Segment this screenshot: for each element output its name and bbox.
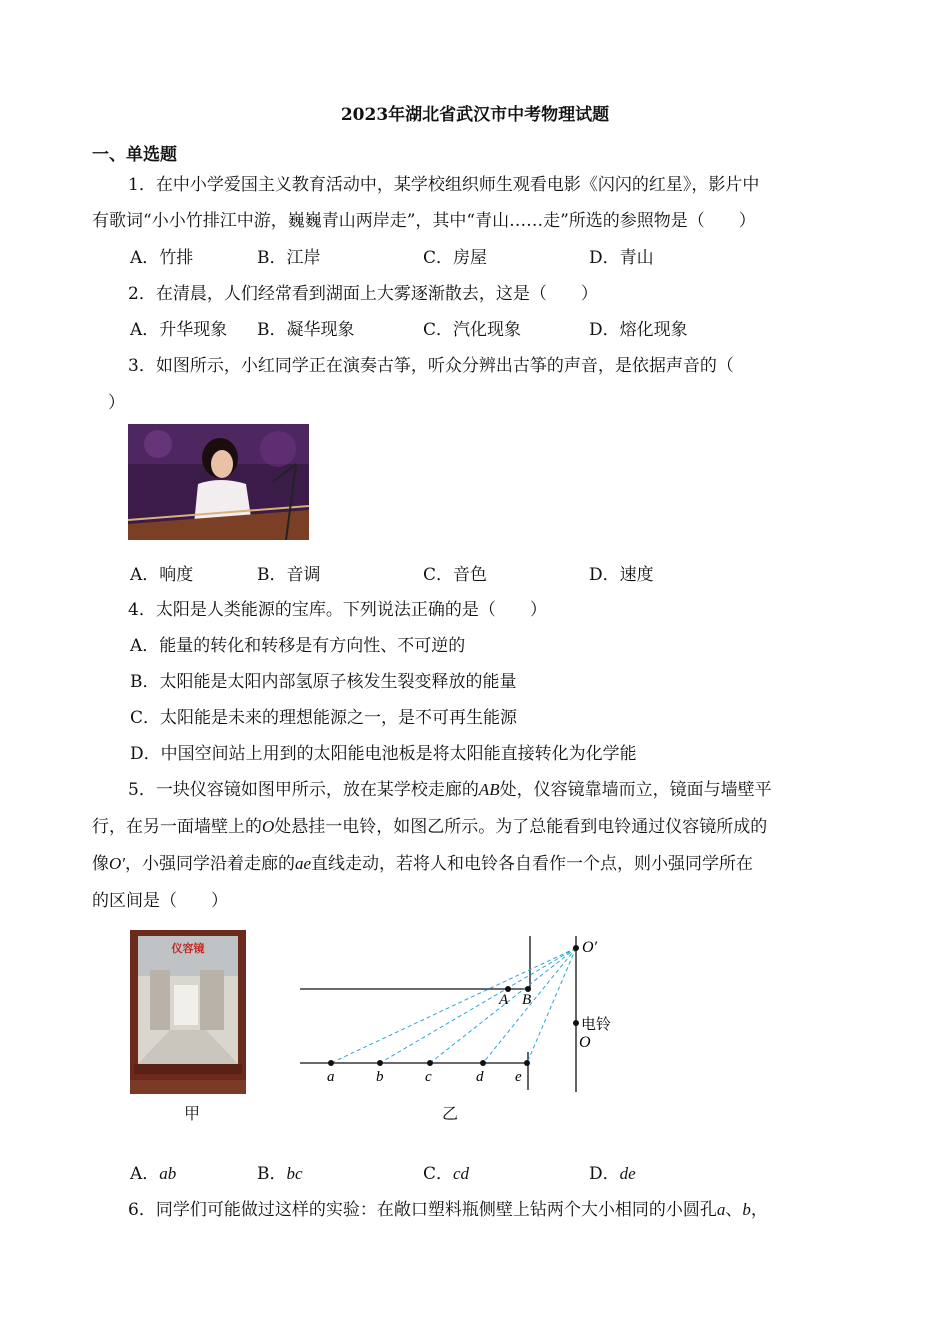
label-point-b: b bbox=[376, 1069, 384, 1085]
label-point-a: a bbox=[327, 1069, 335, 1085]
q5-var-oprime: O′ bbox=[109, 854, 125, 873]
q5-option-b[interactable] bbox=[257, 1163, 303, 1185]
q5-option-d[interactable] bbox=[589, 1163, 636, 1185]
label-a-upper: A bbox=[499, 992, 509, 1008]
figure-caption-yi: 乙 bbox=[442, 1104, 459, 1123]
label-b-upper: B bbox=[522, 992, 532, 1008]
q6-line1 bbox=[92, 1199, 768, 1221]
q1-option-d[interactable]: D．青山 bbox=[589, 248, 654, 268]
label-point-e: e bbox=[515, 1069, 522, 1085]
q4-option-c[interactable]: C．太阳能是未来的理想能源之一，是不可再生能源 bbox=[130, 708, 518, 728]
label-o: O bbox=[579, 1034, 591, 1051]
q3-line1: 3．如图所示，小红同学正在演奏古筝，听众分辨出古筝的声音，是依据声音的（ bbox=[128, 356, 734, 376]
q5-text: 行，在另一面墙壁上的 bbox=[92, 817, 262, 837]
option-prefix: B． bbox=[257, 1164, 287, 1184]
q5-line3 bbox=[92, 853, 753, 875]
q6-end: ， bbox=[750, 1200, 768, 1220]
option-value: de bbox=[619, 1164, 636, 1183]
q3-option-b[interactable]: B．音调 bbox=[257, 565, 321, 585]
option-value: ab bbox=[159, 1164, 177, 1183]
guzheng-photo bbox=[128, 424, 309, 540]
mirror-label: 仪容镜 bbox=[171, 942, 205, 955]
q1-line2: 有歌词“小小竹排江中游，巍巍青山两岸走”，其中“青山……走”所选的参照物是（ ） bbox=[92, 211, 756, 231]
q2-option-d[interactable]: D．熔化现象 bbox=[589, 320, 688, 340]
q5-var-ab: AB bbox=[478, 780, 500, 799]
q3-option-a[interactable]: A．响度 bbox=[130, 565, 194, 585]
q4-line1: 4．太阳是人类能源的宝库。下列说法正确的是（ ） bbox=[128, 600, 547, 620]
option-prefix: C． bbox=[423, 1164, 454, 1184]
q5-text: 直线走动，若将人和电铃各自看作一个点，则小强同学所在 bbox=[311, 854, 754, 874]
label-bell: 电铃 bbox=[581, 1015, 612, 1033]
q5-text: 像 bbox=[92, 854, 109, 874]
q2-option-c[interactable]: C．汽化现象 bbox=[423, 320, 522, 340]
q4-option-a[interactable]: A．能量的转化和转移是有方向性、不可逆的 bbox=[130, 636, 466, 656]
q4-option-b[interactable]: B．太阳能是太阳内部氢原子核发生裂变释放的能量 bbox=[130, 672, 517, 692]
option-value: bc bbox=[286, 1164, 303, 1183]
q1-option-b[interactable]: B．江岸 bbox=[257, 248, 321, 268]
q5-option-a[interactable] bbox=[130, 1163, 176, 1185]
option-prefix: A． bbox=[130, 1164, 160, 1184]
figure-caption-jia: 甲 bbox=[184, 1104, 201, 1123]
q5-line1 bbox=[92, 779, 772, 801]
q2-option-a[interactable]: A．升华现象 bbox=[130, 320, 228, 340]
page-title: 2023年湖北省武汉市中考物理试题 bbox=[340, 105, 610, 125]
q6-var-a: a bbox=[716, 1200, 726, 1219]
q5-line4: 的区间是（ ） bbox=[92, 891, 228, 911]
section-heading: 一、单选题 bbox=[92, 145, 177, 165]
mirror-figure bbox=[130, 930, 246, 1094]
q4-option-d[interactable]: D．中国空间站上用到的太阳能电池板是将太阳能直接转化为化学能 bbox=[130, 744, 637, 764]
q6-var-b: b bbox=[742, 1200, 751, 1219]
q5-option-c[interactable] bbox=[423, 1163, 469, 1185]
q5-var-o: O bbox=[262, 817, 275, 836]
q6-text: 6．同学们可能做过这样的实验：在敞口塑料瓶侧壁上钻两个大小相同的小圆孔 bbox=[128, 1200, 717, 1220]
q5-text: 5．一块仪容镜如图甲所示，放在某学校走廊的 bbox=[128, 780, 479, 800]
label-point-d: d bbox=[476, 1069, 484, 1085]
q5-text: 处，仪容镜靠墙而立，镜面与墙壁平 bbox=[499, 780, 772, 800]
option-value: cd bbox=[453, 1164, 470, 1183]
option-prefix: D． bbox=[589, 1164, 620, 1184]
q1-line1: 1．在中小学爱国主义教育活动中，某学校组织师生观看电影《闪闪的红星》，影片中 bbox=[128, 175, 760, 195]
q2-line1: 2．在清晨，人们经常看到湖面上大雾逐渐散去，这是（ ） bbox=[128, 284, 598, 304]
q5-line2 bbox=[92, 816, 767, 838]
q3-line2: ） bbox=[108, 393, 125, 413]
q5-text: ，小强同学沿着走廊的 bbox=[125, 854, 295, 874]
q5-var-ae: ae bbox=[295, 854, 312, 873]
q3-option-d[interactable]: D．速度 bbox=[589, 565, 654, 585]
label-point-c: c bbox=[425, 1069, 432, 1085]
q6-sep: 、 bbox=[725, 1200, 743, 1220]
label-o-prime: O′ bbox=[582, 939, 598, 956]
q2-option-b[interactable]: B．凝华现象 bbox=[257, 320, 355, 340]
q5-text: 处悬挂一电铃，如图乙所示。为了总能看到电铃通过仪容镜所成的 bbox=[274, 817, 768, 837]
q1-option-a[interactable]: A．竹排 bbox=[130, 248, 194, 268]
q1-option-c[interactable]: C．房屋 bbox=[423, 248, 488, 268]
q3-option-c[interactable]: C．音色 bbox=[423, 565, 488, 585]
reflection-diagram bbox=[296, 930, 626, 1120]
